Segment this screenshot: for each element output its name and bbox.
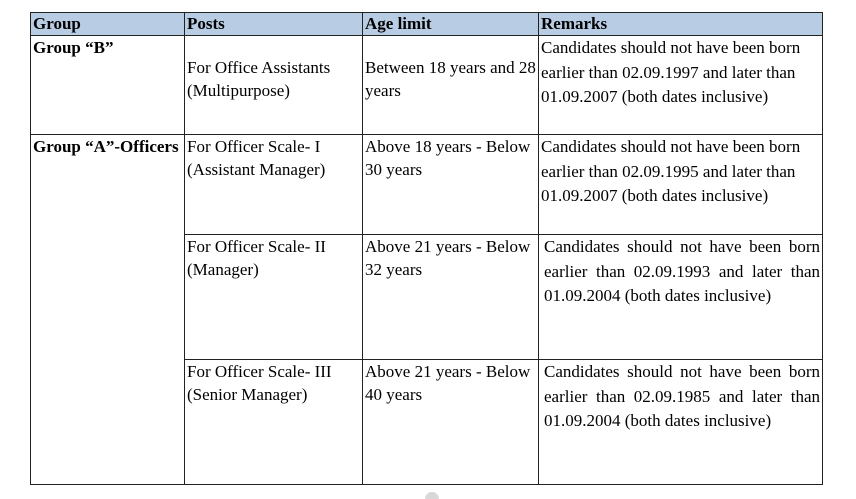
posts-text: For Officer Scale- II (Manager) xyxy=(187,237,326,279)
age-limit-cell xyxy=(363,135,539,235)
age-limit-text: Above 18 years - Below 30 years xyxy=(365,137,531,179)
posts-text: For Office Assistants (Multipurpose) xyxy=(187,58,331,100)
age-limit-table xyxy=(30,12,823,485)
table-row xyxy=(31,36,823,135)
header-posts: Posts xyxy=(185,13,363,36)
remarks-text: Candidates should not have been born earlier than 02.09.1993 and later than 01.09.2004 (both dates inclusive) xyxy=(544,237,820,305)
group-cell: Group “A”-Officers xyxy=(31,135,185,485)
table-row xyxy=(31,135,823,235)
remarks-cell xyxy=(539,360,823,485)
remarks-text: Candidates should not have been born earlier than 02.09.1997 and later than 01.09.2007 (both dates inclusive) xyxy=(541,38,801,106)
age-limit-cell xyxy=(363,360,539,485)
remarks-text: Candidates should not have been born earlier than 02.09.1995 and later than 01.09.2007 (both dates inclusive) xyxy=(541,137,801,205)
posts-cell xyxy=(185,235,363,360)
age-limit-cell xyxy=(363,235,539,360)
posts-cell xyxy=(185,360,363,485)
group-cell: Group “B” xyxy=(31,36,185,135)
age-limit-text: Above 21 years - Below 40 years xyxy=(365,362,531,404)
remarks-cell xyxy=(539,36,823,135)
posts-text: For Officer Scale- III (Senior Manager) xyxy=(187,362,332,404)
page-edge-mark xyxy=(425,492,439,499)
table-header-row xyxy=(31,13,823,36)
age-limit-text: Above 21 years - Below 32 years xyxy=(365,237,531,279)
remarks-cell xyxy=(539,135,823,235)
posts-cell xyxy=(185,36,363,135)
age-limit-cell xyxy=(363,36,539,135)
header-group: Group xyxy=(31,13,185,36)
header-remarks: Remarks xyxy=(539,13,823,36)
posts-text: For Officer Scale- I (Assistant Manager) xyxy=(187,137,326,179)
posts-cell xyxy=(185,135,363,235)
remarks-text: Candidates should not have been born earlier than 02.09.1985 and later than 01.09.2004 (both dates inclusive) xyxy=(544,362,820,430)
remarks-cell xyxy=(539,235,823,360)
age-limit-text: Between 18 years and 28 years xyxy=(365,58,536,100)
header-age-limit: Age limit xyxy=(363,13,539,36)
